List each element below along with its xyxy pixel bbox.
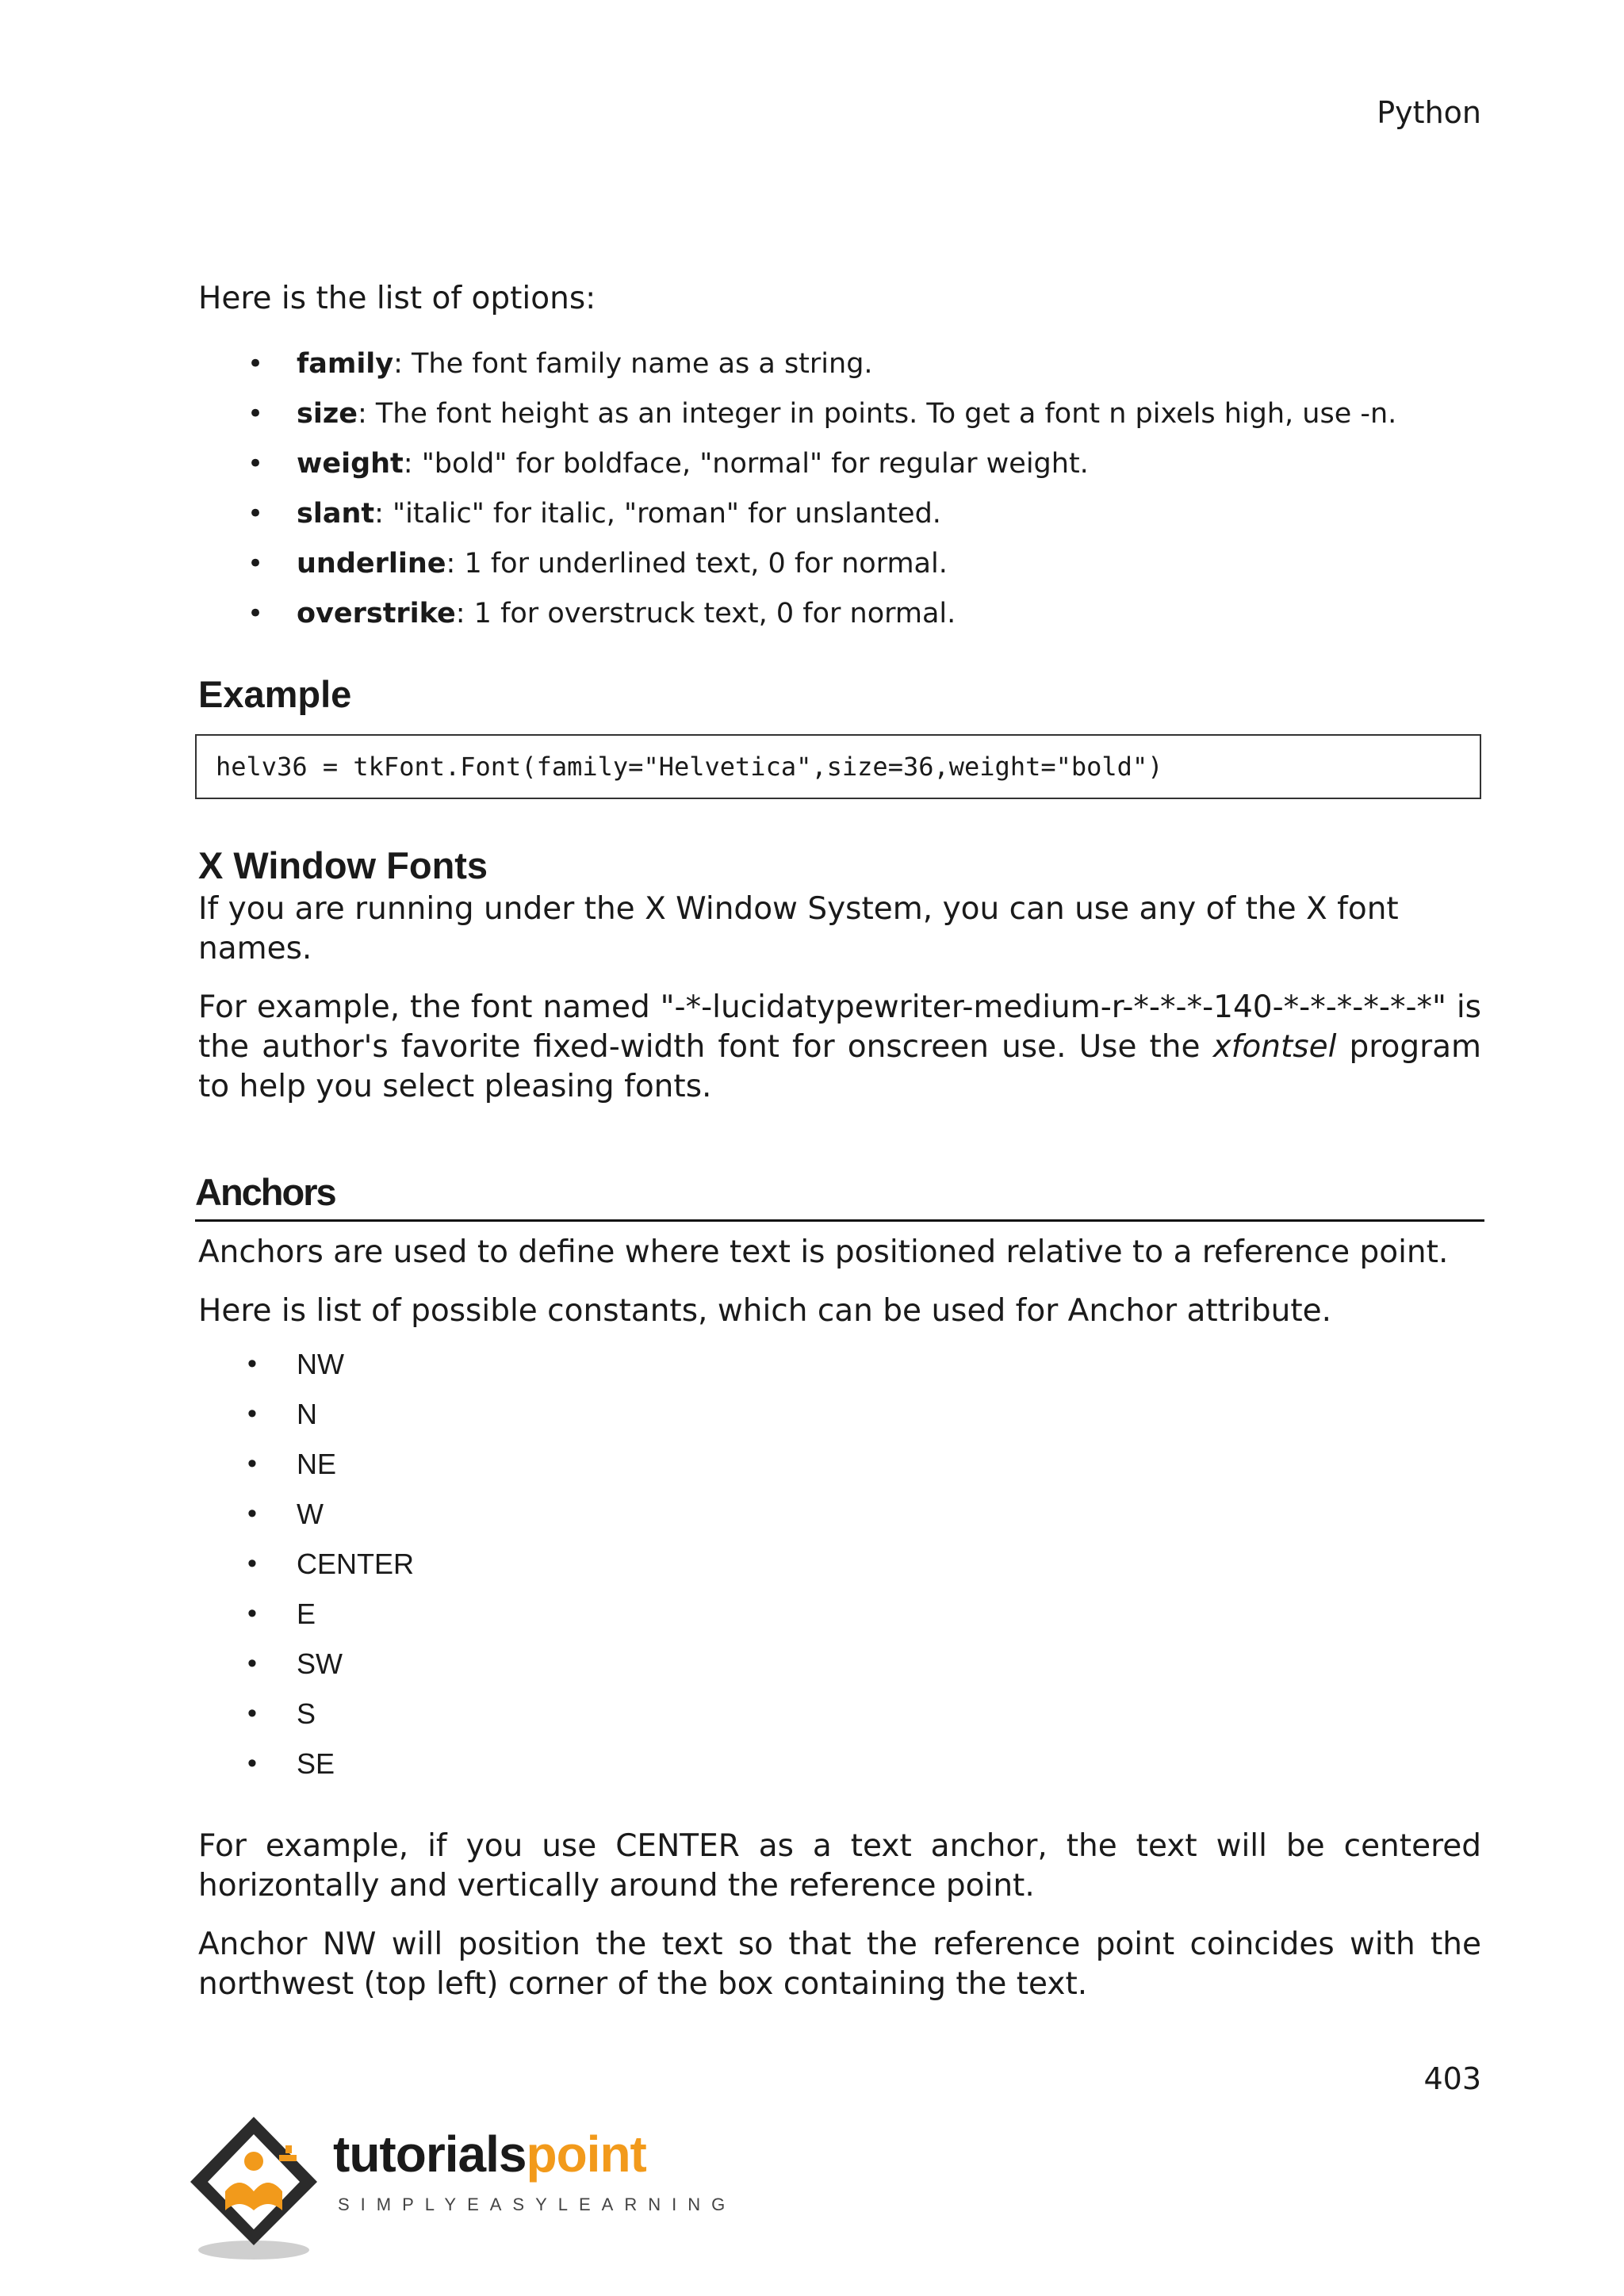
xwindow-paragraph-1: If you are running under the X Window System, you can use any of the X font names. — [198, 891, 1399, 966]
logo-diamond-icon — [190, 2109, 333, 2267]
list-item: • S — [198, 1689, 1481, 1739]
options-list — [198, 339, 1481, 639]
list-item: • size: The font height as an integer in points. To get a font n pixels high, use -n. — [198, 389, 1481, 439]
list-item: • CENTER — [198, 1539, 1481, 1589]
list-item: • NE — [198, 1439, 1481, 1489]
xwindow-heading: X Window Fonts — [198, 844, 488, 886]
example-heading: Example — [198, 673, 352, 715]
logo-wordmark: tutorialspoint — [333, 2126, 646, 2183]
code-block: helv36 = tkFont.Font(family="Helvetica",size=36,weight="bold") — [195, 734, 1481, 799]
anchors-paragraph-1: Anchors are used to define where text is positioned relative to a reference point. — [198, 1234, 1449, 1270]
xwindow-paragraph-2: For example, the font named "-*-lucidatypewriter-medium-r-*-*-*-140-*-*-*-*-*-*" is the author's favorite fixed-width font for onscreen use. Use the xfontsel program to help you select pleasing fonts. — [198, 989, 1482, 1104]
list-item: • slant: "italic" for italic, "roman" for unslanted. — [198, 489, 1481, 539]
anchors-paragraph-3: For example, if you use CENTER as a text anchor, the text will be centered horizontally and vertically around the reference point. — [198, 1828, 1481, 1904]
list-item: • N — [198, 1389, 1481, 1439]
logo-tagline: SIMPLYEASYLEARNING — [338, 2195, 737, 2214]
page-number: 403 — [1423, 2061, 1481, 2096]
list-item: • SE — [198, 1739, 1481, 1789]
anchor-constants-list — [198, 1339, 1481, 1789]
tutorialspoint-logo — [190, 2109, 737, 2267]
options-intro: Here is the list of options: — [198, 281, 596, 316]
list-item: • E — [198, 1589, 1481, 1639]
running-header: Python — [1377, 95, 1481, 130]
anchors-paragraph-2: Here is list of possible constants, which can be used for Anchor attribute. — [198, 1293, 1332, 1329]
page-content — [195, 279, 1482, 2004]
list-item: • weight: "bold" for boldface, "normal" for regular weight. — [198, 439, 1481, 489]
anchors-heading: Anchors — [195, 1169, 1484, 1222]
list-item: • family: The font family name as a string. — [198, 339, 1481, 389]
anchors-paragraph-4: Anchor NW will position the text so that the reference point coincides with the northwest (top left) corner of the box containing the text. — [198, 1927, 1481, 2002]
list-item: • underline: 1 for underlined text, 0 for normal. — [198, 539, 1481, 589]
list-item: • overstrike: 1 for overstruck text, 0 for normal. — [198, 589, 1481, 639]
list-item: • W — [198, 1489, 1481, 1539]
list-item: • NW — [198, 1339, 1481, 1389]
list-item: • SW — [198, 1639, 1481, 1689]
